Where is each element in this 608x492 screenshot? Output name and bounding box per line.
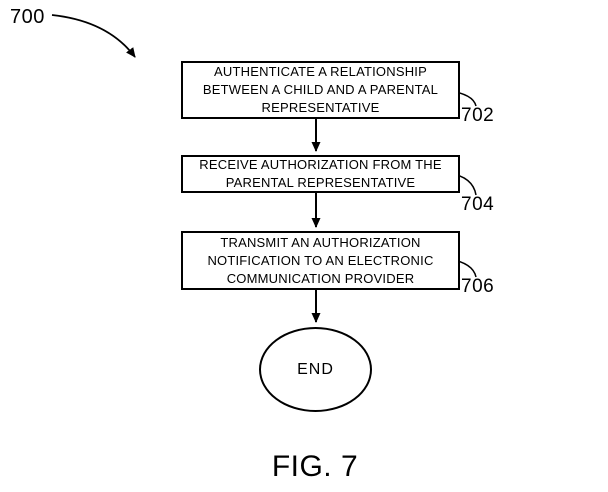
flowchart-step-authenticate: AUTHENTICATE A RELATIONSHIP BETWEEN A CHILD AND A PARENTAL REPRESENTATIVE	[181, 61, 460, 119]
ref-700-arrow	[52, 15, 135, 57]
flowchart-step-receive-authorization: RECEIVE AUTHORIZATION FROM THE PARENTAL REPRESENTATIVE	[181, 155, 460, 193]
step-reference-706: 706	[461, 276, 495, 297]
end-terminator: END	[259, 327, 372, 412]
figure-caption: FIG. 7	[271, 450, 359, 483]
step-reference-702: 702	[461, 105, 495, 126]
step-reference-704: 704	[461, 194, 495, 215]
flowchart-step-transmit-notification: TRANSMIT AN AUTHORIZATION NOTIFICATION TO AN ELECTRONIC COMMUNICATION PROVIDER	[181, 231, 460, 290]
figure-reference-number: 700	[10, 6, 45, 28]
